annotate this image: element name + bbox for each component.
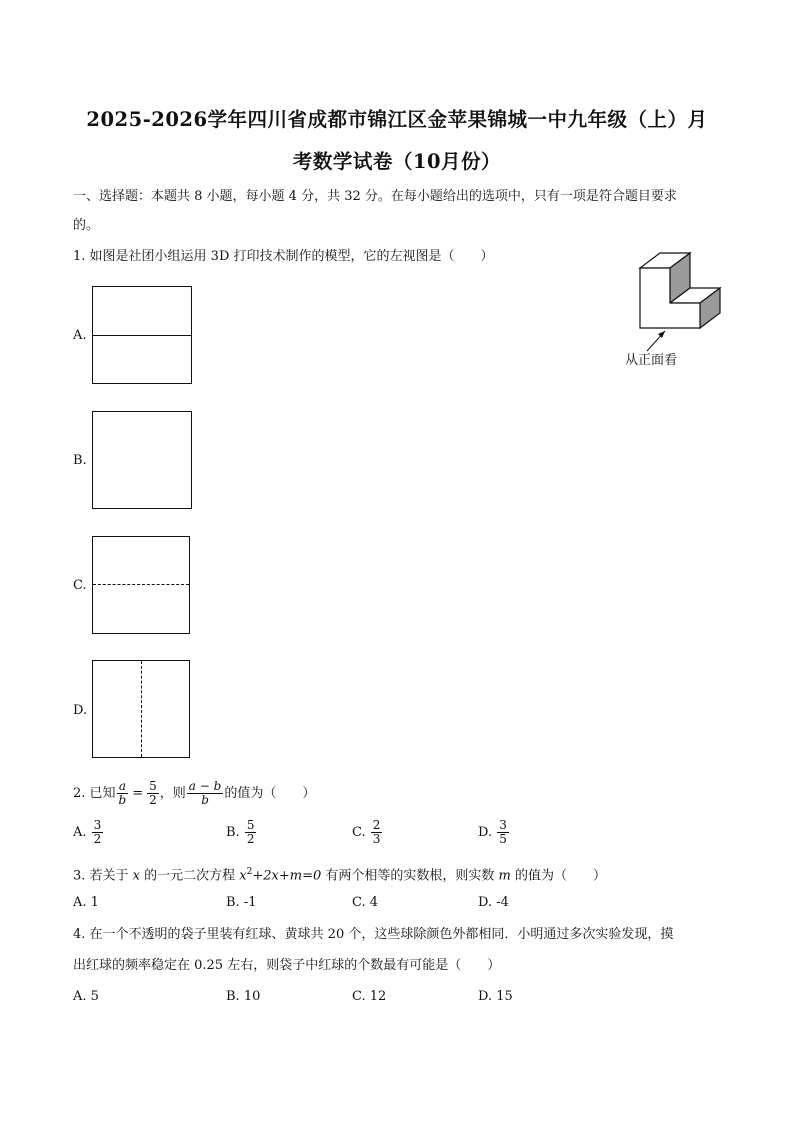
q3-text-d: 的值为（ ） xyxy=(510,868,606,884)
q1-option-b-figure[interactable] xyxy=(92,411,192,509)
q2-prefix: 2. 已知 xyxy=(73,786,116,801)
page-title-line1: 2025-2026学年四川省成都市锦江区金苹果锦城一中九年级（上）月 xyxy=(86,108,708,131)
q2-option-d[interactable] xyxy=(478,818,510,848)
q2-option-b-frac xyxy=(245,819,257,846)
q3-text-a: 3. 若关于 xyxy=(73,868,133,884)
page-title-line2: 考数学试卷（10月份） xyxy=(292,150,502,173)
q2-equals: = xyxy=(132,786,144,801)
question-1-stem: 1. 如图是社团小组运用 3D 打印技术制作的模型，它的左视图是（ ） xyxy=(73,249,494,264)
q2-frac1-num: a xyxy=(117,780,129,794)
q2-fraction-expression xyxy=(187,780,224,807)
q2-option-d-frac xyxy=(497,819,509,846)
q1-option-c-figure[interactable] xyxy=(92,536,190,634)
q2-option-d-letter: D. xyxy=(478,825,493,840)
q2-option-a-frac xyxy=(92,819,104,846)
q3-var-x: x xyxy=(132,868,141,884)
q4-option-d[interactable]: D. 15 xyxy=(478,989,513,1004)
q3-option-d[interactable]: D. -4 xyxy=(478,895,509,910)
q2-frac2-num: 5 xyxy=(149,779,157,793)
q4-option-a[interactable]: A. 5 xyxy=(73,989,99,1004)
q1-option-d-figure[interactable] xyxy=(92,660,190,758)
q2-frac1-den: b xyxy=(118,793,127,807)
q2-option-a-den: 2 xyxy=(93,832,102,846)
q2-frac3-den: b xyxy=(201,793,209,807)
q2-option-c-den: 3 xyxy=(372,832,381,846)
q1-option-c-label[interactable]: C. xyxy=(73,578,87,593)
q3-eq-rest: +2x+m=0 xyxy=(252,868,322,884)
q2-suffix: 的值为（ ） xyxy=(224,786,316,801)
q3-option-c[interactable]: C. 4 xyxy=(352,895,379,910)
question-4-stem-line2: 出红球的频率稳定在 0.25 左右，则袋子中红球的个数最有可能是（ ） xyxy=(73,958,501,973)
q1-figure-caption: 从正面看 xyxy=(625,353,678,368)
q2-option-a-num: 3 xyxy=(93,818,102,832)
q3-option-a[interactable]: A. 1 xyxy=(73,895,99,910)
q2-frac3-num: a − b xyxy=(188,779,222,793)
q3-option-b[interactable]: B. -1 xyxy=(226,895,257,910)
q2-option-c-num: 2 xyxy=(372,818,381,832)
q2-option-d-num: 3 xyxy=(499,818,507,832)
q3-text-c: 有两个相等的实数根，则实数 xyxy=(321,868,499,884)
section-heading-cont: 的。 xyxy=(73,218,100,233)
q1-option-a-label[interactable]: A. xyxy=(73,328,87,343)
q2-fraction-a-over-b xyxy=(117,780,129,807)
q2-option-b-den: 2 xyxy=(246,832,255,846)
q2-option-d-den: 5 xyxy=(499,832,507,846)
q1-option-b-label[interactable]: B. xyxy=(73,453,87,468)
q3-text-b: 的一元二次方程 xyxy=(140,868,240,884)
q2-mid: ，则 xyxy=(159,786,186,801)
q2-option-a[interactable] xyxy=(73,818,104,848)
section-heading: 一、选择题：本题共 8 小题，每小题 4 分，共 32 分。在每小题给出的选项中，只有一项是符合题目要求 xyxy=(73,189,677,204)
q1-option-d-label[interactable]: D. xyxy=(73,703,88,718)
q3-var-m: m xyxy=(498,868,511,884)
question-2-stem xyxy=(73,780,315,807)
q2-option-b[interactable] xyxy=(226,818,257,848)
q3-eq-x: x xyxy=(239,868,247,884)
q2-option-b-letter: B. xyxy=(226,825,240,840)
q2-frac2-den: 2 xyxy=(149,793,157,807)
solid-midline xyxy=(93,335,191,336)
q4-option-c[interactable]: C. 12 xyxy=(352,989,387,1004)
q2-option-b-num: 5 xyxy=(246,818,255,832)
q2-option-a-letter: A. xyxy=(73,825,87,840)
question-4-stem-line1: 4. 在一个不透明的袋子里装有红球、黄球共 20 个，这些球除颜色外都相同．小明通过多次实验发现，摸 xyxy=(73,927,674,942)
dashed-midline xyxy=(93,584,189,585)
dashed-vertical-midline xyxy=(141,661,142,757)
q1-option-a-figure[interactable] xyxy=(92,286,192,384)
q4-option-b[interactable]: B. 10 xyxy=(226,989,261,1004)
q2-option-c[interactable] xyxy=(352,818,383,848)
q2-option-c-frac xyxy=(371,819,383,846)
q2-option-c-letter: C. xyxy=(352,825,366,840)
q2-fraction-5-over-2 xyxy=(147,780,159,807)
question-3-stem xyxy=(73,864,606,884)
q3-eq-exponent: 2 xyxy=(246,867,253,877)
